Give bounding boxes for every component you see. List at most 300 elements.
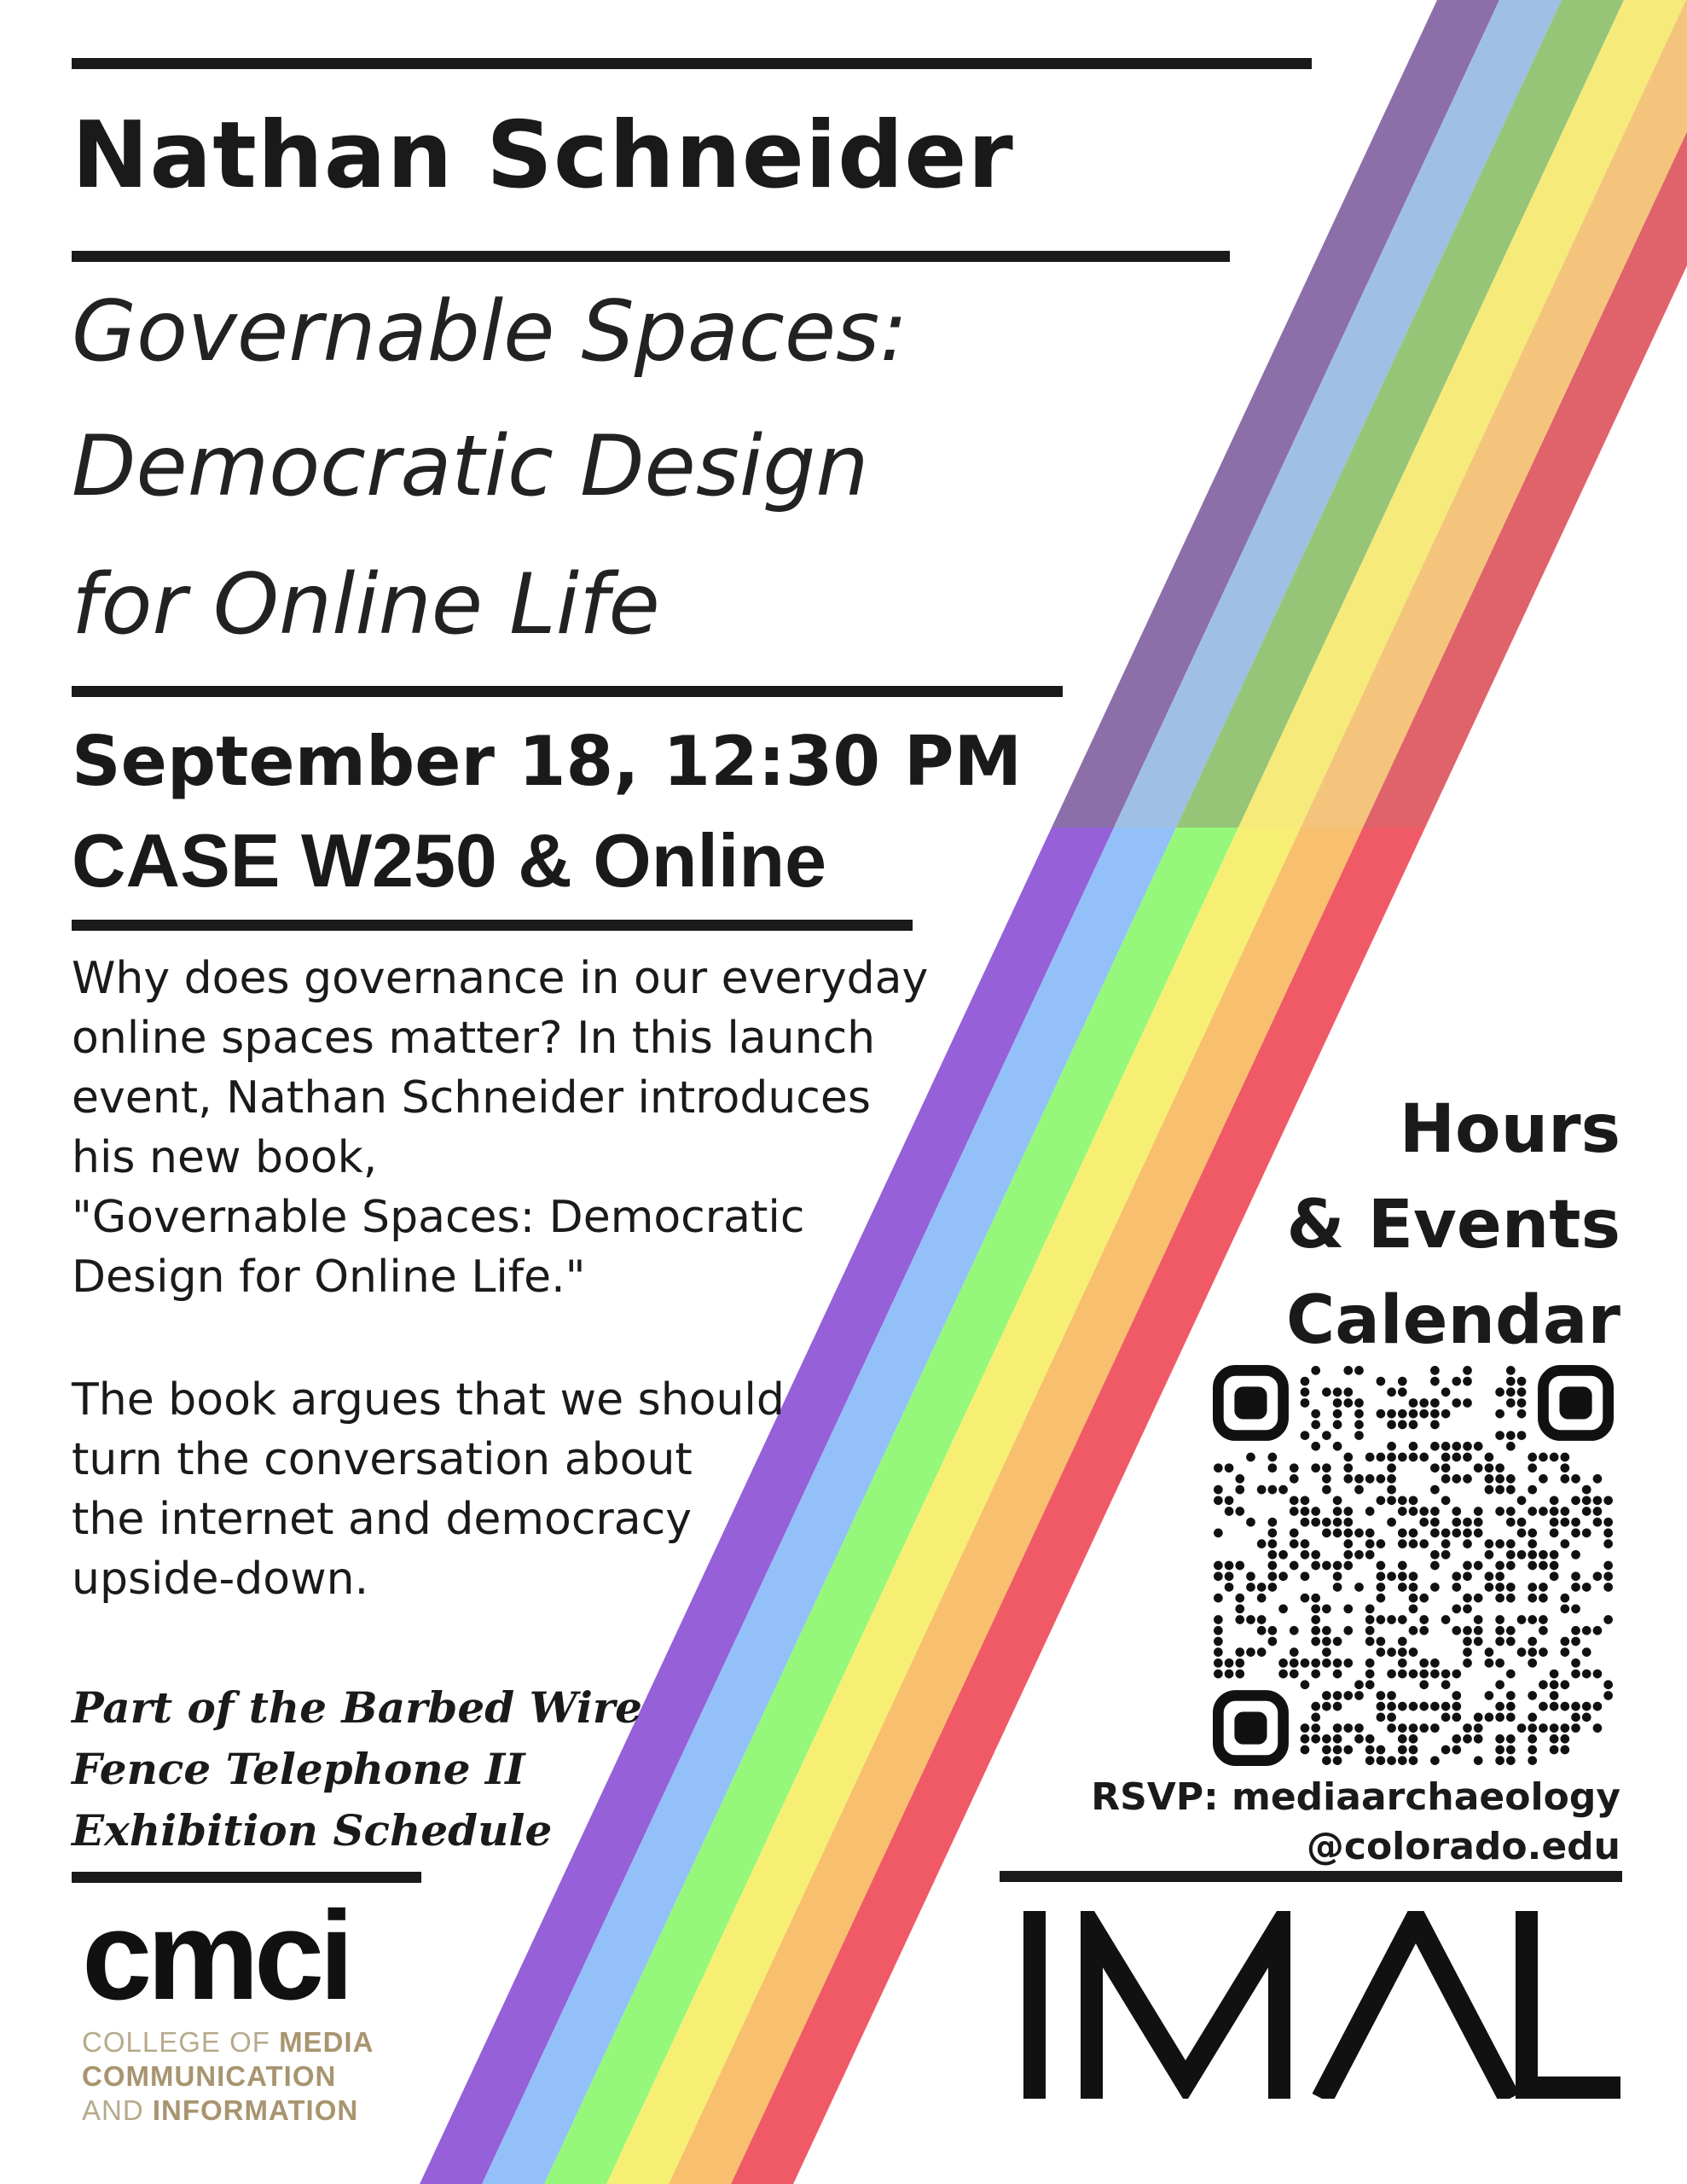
qr-module: [1485, 1463, 1494, 1472]
qr-module: [1246, 1583, 1255, 1592]
qr-module: [1268, 1453, 1278, 1462]
qr-module: [1398, 1756, 1407, 1765]
qr-module: [1235, 1604, 1244, 1613]
qr-module: [1377, 1691, 1386, 1700]
qr-module: [1301, 1594, 1310, 1603]
qr-module: [1539, 1561, 1548, 1571]
calendar-line: Hours: [1399, 1091, 1620, 1168]
qr-module: [1550, 1691, 1559, 1700]
qr-module: [1278, 1658, 1288, 1668]
qr-module: [1452, 1702, 1461, 1711]
qr-module: [1257, 1626, 1267, 1635]
qr-module: [1550, 1702, 1559, 1711]
qr-module: [1290, 1474, 1299, 1484]
rule-under-location: [72, 920, 913, 931]
qr-module: [1333, 1442, 1342, 1451]
qr-module: [1506, 1691, 1516, 1700]
qr-module: [1301, 1734, 1310, 1744]
qr-code[interactable]: [1213, 1365, 1614, 1766]
qr-module: [1485, 1691, 1494, 1700]
qr-module: [1452, 1529, 1461, 1538]
qr-module: [1409, 1734, 1418, 1744]
qr-module: [1593, 1518, 1603, 1527]
qr-module: [1354, 1734, 1364, 1744]
qr-module: [1409, 1539, 1418, 1548]
qr-module: [1311, 1518, 1320, 1527]
qr-module: [1550, 1561, 1559, 1571]
qr-module: [1506, 1637, 1516, 1647]
qr-module: [1603, 1583, 1613, 1592]
qr-module: [1550, 1680, 1559, 1689]
book-argument: [72, 1370, 785, 1609]
qr-module: [1246, 1518, 1255, 1527]
cmci-wordmark: cmci: [82, 1885, 350, 2026]
qr-module: [1365, 1604, 1375, 1613]
qr-module: [1343, 1691, 1353, 1700]
qr-module: [1571, 1529, 1580, 1538]
qr-module: [1561, 1518, 1570, 1527]
qr-module: [1430, 1670, 1440, 1679]
qr-module: [1322, 1518, 1331, 1527]
qr-module: [1301, 1507, 1310, 1516]
qr-module: [1452, 1745, 1461, 1755]
qr-module: [1550, 1550, 1559, 1560]
qr-module: [1441, 1529, 1451, 1538]
qr-module: [1528, 1453, 1537, 1462]
qr-module: [1214, 1670, 1223, 1679]
qr-module: [1214, 1561, 1223, 1571]
qr-module: [1582, 1647, 1591, 1657]
qr-module: [1603, 1539, 1613, 1548]
qr-module: [1301, 1658, 1310, 1668]
qr-module: [1495, 1409, 1504, 1419]
qr-module: [1409, 1420, 1418, 1430]
qr-module: [1463, 1604, 1472, 1613]
qr-module: [1387, 1723, 1396, 1733]
qr-module: [1430, 1529, 1440, 1538]
qr-module: [1377, 1637, 1386, 1647]
qr-module: [1333, 1723, 1342, 1733]
qr-module: [1311, 1550, 1320, 1560]
qr-module: [1398, 1723, 1407, 1733]
qr-module: [1354, 1583, 1364, 1592]
qr-module: [1387, 1702, 1396, 1711]
qr-module: [1474, 1561, 1483, 1571]
event-date-time: September 18, 12:30 PM: [72, 722, 1023, 801]
qr-module: [1571, 1626, 1580, 1635]
qr-module: [1322, 1647, 1331, 1657]
qr-module: [1495, 1463, 1504, 1472]
qr-module: [1419, 1518, 1429, 1527]
qr-module: [1430, 1485, 1440, 1495]
qr-module: [1365, 1756, 1375, 1765]
qr-module: [1441, 1615, 1451, 1624]
qr-module: [1301, 1377, 1310, 1386]
qr-module: [1365, 1615, 1375, 1624]
qr-module: [1506, 1626, 1516, 1635]
qr-module: [1528, 1507, 1537, 1516]
qr-module: [1430, 1377, 1440, 1386]
calendar-line: Calendar: [1286, 1282, 1620, 1359]
qr-module: [1278, 1670, 1288, 1679]
qr-module: [1398, 1702, 1407, 1711]
qr-module: [1463, 1518, 1472, 1527]
qr-module: [1603, 1561, 1613, 1571]
qr-module: [1463, 1539, 1472, 1548]
qr-module: [1387, 1453, 1396, 1462]
qr-module: [1430, 1756, 1440, 1765]
qr-module: [1246, 1571, 1255, 1581]
qr-module: [1301, 1431, 1310, 1440]
qr-module: [1365, 1529, 1375, 1538]
qr-module: [1257, 1615, 1267, 1624]
qr-module: [1387, 1387, 1396, 1397]
qr-module: [1506, 1594, 1516, 1603]
qr-module: [1430, 1463, 1440, 1472]
qr-module: [1474, 1507, 1483, 1516]
qr-module: [1365, 1637, 1375, 1647]
qr-module: [1214, 1529, 1223, 1538]
qr-module: [1430, 1583, 1440, 1592]
qr-module: [1539, 1615, 1548, 1624]
qr-module: [1398, 1658, 1407, 1668]
description-line: his new book,: [72, 1132, 378, 1183]
qr-module: [1539, 1647, 1548, 1657]
qr-module: [1452, 1626, 1461, 1635]
qr-module: [1603, 1691, 1613, 1700]
rule-above-mal: [1000, 1871, 1622, 1882]
qr-module: [1571, 1723, 1580, 1733]
qr-module: [1495, 1713, 1504, 1722]
qr-module: [1441, 1539, 1451, 1548]
qr-module: [1333, 1398, 1342, 1408]
qr-module: [1343, 1723, 1353, 1733]
qr-module: [1561, 1637, 1570, 1647]
qr-module: [1268, 1583, 1278, 1592]
qr-module: [1387, 1442, 1396, 1451]
qr-module: [1311, 1594, 1320, 1603]
qr-module: [1561, 1647, 1570, 1657]
qr-module: [1311, 1604, 1320, 1613]
book-title-line-3: for Online Life: [72, 556, 660, 653]
qr-module: [1593, 1723, 1603, 1733]
qr-module: [1333, 1756, 1342, 1765]
qr-module: [1430, 1518, 1440, 1527]
rsvp-contact: [1091, 1773, 1620, 1872]
qr-module: [1387, 1463, 1396, 1472]
qr-module: [1311, 1507, 1320, 1516]
qr-module: [1539, 1453, 1548, 1462]
qr-module: [1561, 1680, 1570, 1689]
qr-module: [1235, 1647, 1244, 1657]
qr-module: [1377, 1409, 1386, 1419]
qr-module: [1430, 1442, 1440, 1451]
qr-module: [1474, 1529, 1483, 1538]
qr-module: [1311, 1658, 1320, 1668]
qr-module: [1377, 1453, 1386, 1462]
qr-module: [1495, 1734, 1504, 1744]
qr-module: [1463, 1626, 1472, 1635]
qr-module: [1235, 1658, 1244, 1668]
qr-module: [1452, 1398, 1461, 1408]
qr-module: [1506, 1756, 1516, 1765]
qr-module: [1463, 1398, 1472, 1408]
qr-module: [1419, 1702, 1429, 1711]
qr-module: [1333, 1734, 1342, 1744]
qr-module: [1550, 1670, 1559, 1679]
qr-module: [1474, 1518, 1483, 1527]
qr-module: [1246, 1453, 1255, 1462]
argument-line: the internet and democracy: [72, 1494, 693, 1545]
cmci-college-line-3: [82, 2094, 374, 2128]
qr-module: [1517, 1496, 1527, 1505]
qr-module: [1409, 1756, 1418, 1765]
qr-module: [1506, 1387, 1516, 1397]
qr-module: [1214, 1571, 1223, 1581]
qr-module: [1593, 1626, 1603, 1635]
qr-module: [1506, 1442, 1516, 1451]
qr-module: [1377, 1594, 1386, 1603]
qr-module: [1506, 1550, 1516, 1560]
qr-module: [1409, 1604, 1418, 1613]
qr-finder-inner: [1234, 1386, 1267, 1419]
qr-module: [1463, 1366, 1472, 1375]
qr-module: [1311, 1723, 1320, 1733]
qr-module: [1593, 1496, 1603, 1505]
qr-module: [1343, 1387, 1353, 1397]
qr-module: [1409, 1398, 1418, 1408]
qr-module: [1463, 1474, 1472, 1484]
qr-module: [1322, 1529, 1331, 1538]
qr-module: [1452, 1734, 1461, 1744]
qr-module: [1225, 1658, 1234, 1668]
qr-module: [1517, 1647, 1527, 1657]
qr-module: [1278, 1550, 1288, 1560]
qr-module: [1343, 1658, 1353, 1668]
qr-module: [1528, 1756, 1537, 1765]
qr-module: [1539, 1594, 1548, 1603]
qr-module: [1398, 1377, 1407, 1386]
qr-module: [1235, 1594, 1244, 1603]
qr-module: [1528, 1713, 1537, 1722]
qr-module: [1377, 1702, 1386, 1711]
qr-module: [1322, 1702, 1331, 1711]
qr-module: [1571, 1550, 1580, 1560]
qr-module: [1603, 1496, 1613, 1505]
qr-module: [1354, 1691, 1364, 1700]
qr-module: [1452, 1453, 1461, 1462]
qr-module: [1495, 1658, 1504, 1668]
qr-module: [1290, 1647, 1299, 1657]
qr-module: [1268, 1529, 1278, 1538]
qr-module: [1561, 1604, 1570, 1613]
qr-module: [1430, 1550, 1440, 1560]
qr-module: [1225, 1583, 1234, 1592]
qr-module: [1452, 1604, 1461, 1613]
qr-module: [1582, 1507, 1591, 1516]
qr-module: [1365, 1474, 1375, 1484]
qr-module: [1419, 1409, 1429, 1419]
qr-module: [1452, 1507, 1461, 1516]
qr-module: [1377, 1713, 1386, 1722]
qr-module: [1301, 1496, 1310, 1505]
qr-module: [1506, 1431, 1516, 1440]
cmci-college-line-1: [82, 2025, 374, 2059]
qr-module: [1301, 1745, 1310, 1755]
qr-module: [1441, 1670, 1451, 1679]
qr-module: [1506, 1377, 1516, 1386]
qr-module: [1246, 1615, 1255, 1624]
qr-module: [1441, 1702, 1451, 1711]
qr-module: [1365, 1745, 1375, 1755]
qr-module: [1419, 1594, 1429, 1603]
qr-module: [1409, 1442, 1418, 1451]
qr-module: [1495, 1626, 1504, 1635]
qr-module: [1409, 1647, 1418, 1657]
qr-module: [1257, 1647, 1267, 1657]
qr-module: [1322, 1387, 1331, 1397]
calendar-heading: [1286, 1082, 1620, 1368]
qr-module: [1603, 1571, 1613, 1581]
qr-module: [1582, 1702, 1591, 1711]
qr-module: [1365, 1670, 1375, 1679]
qr-module: [1377, 1496, 1386, 1505]
qr-module: [1225, 1561, 1234, 1571]
qr-module: [1539, 1723, 1548, 1733]
qr-module: [1377, 1377, 1386, 1386]
qr-module: [1343, 1453, 1353, 1462]
qr-module: [1441, 1496, 1451, 1505]
qr-module: [1354, 1431, 1364, 1440]
qr-module: [1377, 1561, 1386, 1571]
qr-module: [1593, 1507, 1603, 1516]
qr-module: [1290, 1507, 1299, 1516]
qr-module: [1311, 1637, 1320, 1647]
qr-module: [1354, 1723, 1364, 1733]
argument-line: The book argues that we should: [72, 1374, 785, 1426]
qr-module: [1474, 1463, 1483, 1472]
qr-module: [1409, 1529, 1418, 1538]
argument-line: turn the conversation about: [72, 1434, 693, 1485]
qr-module: [1495, 1756, 1504, 1765]
qr-module: [1225, 1571, 1234, 1581]
qr-module: [1333, 1670, 1342, 1679]
qr-module: [1290, 1670, 1299, 1679]
qr-module: [1398, 1420, 1407, 1430]
qr-module: [1387, 1485, 1396, 1495]
qr-module: [1354, 1409, 1364, 1419]
qr-module: [1343, 1463, 1353, 1472]
qr-module: [1333, 1496, 1342, 1505]
argument-line: upside-down.: [72, 1554, 369, 1605]
qr-module: [1528, 1745, 1537, 1755]
description-line: online spaces matter? In this launch: [72, 1013, 876, 1064]
qr-module: [1268, 1550, 1278, 1560]
qr-module: [1593, 1571, 1603, 1581]
qr-module: [1441, 1680, 1451, 1689]
qr-module: [1517, 1377, 1527, 1386]
qr-module: [1517, 1615, 1527, 1624]
qr-module: [1268, 1626, 1278, 1635]
qr-module: [1603, 1518, 1613, 1527]
qr-module: [1474, 1734, 1483, 1744]
qr-module: [1214, 1658, 1223, 1668]
qr-module: [1528, 1647, 1537, 1657]
series-line: Part of the Barbed Wire: [72, 1682, 642, 1733]
qr-module: [1561, 1745, 1570, 1755]
qr-module: [1495, 1615, 1504, 1624]
qr-module: [1214, 1496, 1223, 1505]
qr-module: [1495, 1431, 1504, 1440]
qr-module: [1474, 1756, 1483, 1765]
qr-module: [1333, 1420, 1342, 1430]
qr-module: [1301, 1571, 1310, 1581]
qr-module: [1571, 1571, 1580, 1581]
qr-module: [1517, 1518, 1527, 1527]
qr-module: [1398, 1647, 1407, 1657]
qr-module: [1322, 1626, 1331, 1635]
qr-module: [1582, 1496, 1591, 1505]
cmci-line3-plain: AND: [82, 2094, 153, 2126]
qr-module: [1528, 1550, 1537, 1560]
qr-module: [1528, 1594, 1537, 1603]
qr-module: [1322, 1474, 1331, 1484]
qr-module: [1343, 1507, 1353, 1516]
qr-module: [1528, 1529, 1537, 1538]
qr-module: [1452, 1583, 1461, 1592]
qr-module: [1322, 1745, 1331, 1755]
qr-module: [1257, 1485, 1267, 1495]
qr-module: [1278, 1604, 1288, 1613]
qr-module: [1409, 1594, 1418, 1603]
rule-under-speaker: [72, 251, 1230, 262]
qr-module: [1452, 1474, 1461, 1484]
qr-module: [1377, 1583, 1386, 1592]
qr-module: [1430, 1561, 1440, 1571]
qr-module: [1550, 1496, 1559, 1505]
qr-module: [1354, 1366, 1364, 1375]
qr-module: [1419, 1398, 1429, 1408]
qr-module: [1322, 1637, 1331, 1647]
qr-module: [1365, 1658, 1375, 1668]
qr-module: [1430, 1507, 1440, 1516]
qr-module: [1528, 1539, 1537, 1548]
qr-module: [1398, 1529, 1407, 1538]
qr-module: [1495, 1474, 1504, 1484]
qr-module: [1495, 1485, 1504, 1495]
qr-module: [1419, 1507, 1429, 1516]
qr-module: [1506, 1539, 1516, 1548]
qr-module: [1377, 1474, 1386, 1484]
qr-module: [1343, 1561, 1353, 1571]
qr-module: [1485, 1453, 1494, 1462]
qr-module: [1333, 1583, 1342, 1592]
qr-module: [1517, 1529, 1527, 1538]
qr-module: [1441, 1453, 1451, 1462]
qr-module: [1214, 1637, 1223, 1647]
rsvp-line: RSVP: mediaarchaeology: [1091, 1775, 1620, 1819]
qr-module: [1268, 1485, 1278, 1495]
series-line: Fence Telephone II: [72, 1744, 525, 1794]
qr-module: [1214, 1485, 1223, 1495]
qr-module: [1290, 1658, 1299, 1668]
qr-module: [1463, 1453, 1472, 1462]
qr-module: [1398, 1745, 1407, 1755]
qr-module: [1419, 1658, 1429, 1668]
qr-module: [1333, 1745, 1342, 1755]
qr-module: [1419, 1615, 1429, 1624]
qr-module: [1268, 1463, 1278, 1472]
